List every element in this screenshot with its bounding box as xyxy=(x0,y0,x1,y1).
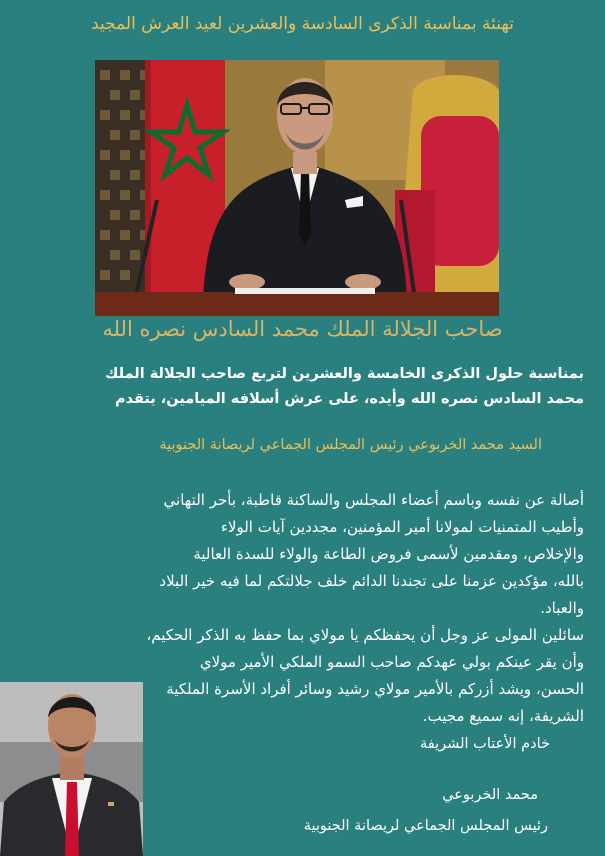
body-line: سائلين المولى عز وجل أن يحفظكم يا مولاي بما حفظ به الذكر الحكيم، xyxy=(146,626,584,644)
intro-paragraph xyxy=(24,362,584,412)
signature-title: خادم الأعتاب الشريفة xyxy=(420,736,550,752)
photo-caption: صاحب الجلالة الملك محمد السادس نصره الله xyxy=(102,317,503,341)
sender-portrait xyxy=(0,682,143,856)
signature-name: محمد الخربوعي xyxy=(442,787,538,803)
signature-role: رئيس المجلس الجماعي لريصانة الجنوبية xyxy=(303,818,548,834)
body-line: أصالة عن نفسه وباسم أعضاء المجلس والساكنة قاطبة، بأحر التهاني xyxy=(163,491,584,509)
intro-line: بمناسبة حلول الذكرى الخامسة والعشرين لتربع صاحب الجلالة الملك xyxy=(105,366,584,382)
intro-line: محمد السادس نصره الله وأيده، على عرش أسلافه الميامين، يتقدم xyxy=(114,391,584,407)
body-line: والعباد. xyxy=(540,599,584,617)
body-line: وأطيب المتمنيات لمولانا أمير المؤمنين، مجددين آيات الولاء xyxy=(220,518,584,536)
greeting-heading: تهنئة بمناسبة الذكرى السادسة والعشرين لعيد العرش المجيد xyxy=(91,14,514,34)
body-line: الشريفة، إنه سميع مجيب. xyxy=(422,707,584,725)
body-line: الحسن، ويشد أزركم بالأمير مولاي رشيد وسائر أفراد الأسرة الملكية xyxy=(166,680,584,698)
king-photo xyxy=(95,60,499,316)
body-line: بالله، مؤكدين عزمنا على تجندنا الدائم خلف جلالتكم لما فيه خير البلاد xyxy=(159,572,584,590)
body-line: والإخلاص، ومقدمين لأسمى فروض الطاعة والولاء للسدة العالية xyxy=(193,545,584,563)
body-line: وأن يقر عينكم بولي عهدكم صاحب السمو الملكي الأمير مولاي xyxy=(199,653,584,671)
sender-line: السيد محمد الخربوعي رئيس المجلس الجماعي لريصانة الجنوبية xyxy=(159,437,542,453)
